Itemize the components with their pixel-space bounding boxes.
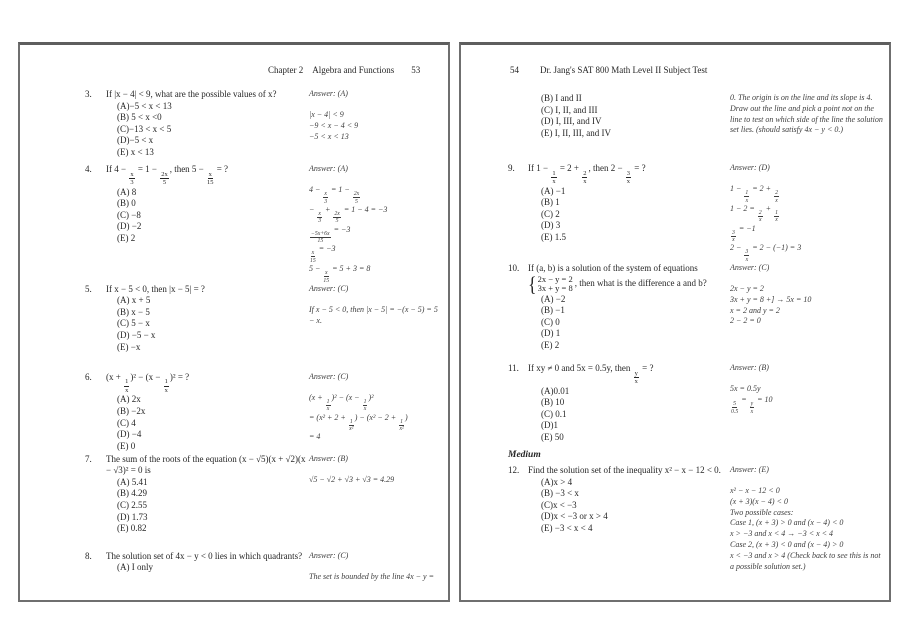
- fraction-numerator: 2: [775, 190, 778, 197]
- option: (B) I and II: [541, 93, 582, 103]
- question-text-line: The solution set of 4x − y < 0 lies in which quadrants?: [106, 550, 303, 561]
- fraction: [634, 371, 639, 386]
- option: (C) 0: [541, 316, 560, 327]
- fraction-denominator: 5: [162, 178, 167, 186]
- question-number: 8.: [85, 550, 92, 561]
- question-main: [85, 89, 309, 158]
- answer-column: [309, 454, 441, 486]
- option: (C) −8: [117, 209, 141, 220]
- question-text: [528, 363, 730, 386]
- option: (C) 5 − x: [117, 318, 150, 329]
- answer-column: [730, 263, 884, 327]
- fraction: [129, 172, 134, 187]
- fraction: [582, 171, 587, 186]
- fraction-numerator: 2x: [353, 191, 360, 198]
- question-row: [85, 284, 441, 372]
- solution-line: $\frac{3}{x}$ = −1: [732, 223, 756, 244]
- question-main: [85, 164, 309, 245]
- answer-column: [309, 89, 441, 142]
- answer-label: Answer: (A): [309, 164, 348, 173]
- option: (E) −3 < x < 4: [541, 522, 593, 533]
- answer-label: Answer: (E): [730, 465, 769, 474]
- option: (E) 2: [541, 339, 560, 350]
- question-text-line: If |x − 4| < 9, what are the possible values of x?: [106, 89, 277, 99]
- fraction-numerator: 3: [732, 229, 735, 236]
- question-head: [508, 163, 730, 186]
- fraction-denominator: x: [583, 177, 587, 185]
- fraction: [160, 172, 168, 187]
- fraction-numerator: 1: [745, 190, 749, 197]
- question-text: [106, 454, 309, 477]
- question-main: [508, 465, 730, 534]
- fraction-numerator: 2: [583, 169, 587, 177]
- question-number: 10.: [508, 263, 520, 273]
- fraction: [164, 379, 169, 394]
- options-list: [541, 93, 730, 139]
- fraction-denominator: x: [125, 386, 129, 394]
- question-number: 9.: [508, 163, 515, 173]
- question-head: [85, 89, 309, 101]
- page-number: 54: [510, 65, 519, 75]
- solution: [309, 185, 441, 284]
- question-number: 12.: [508, 465, 520, 475]
- fraction: [774, 210, 779, 224]
- solution-line: 1 − 2 = $\frac{2}{x}$ + $\frac{1}{x}$: [730, 203, 778, 224]
- fraction-denominator: x: [750, 408, 754, 415]
- solution-line: 5 − $\frac{x}{15}$ = 5 + 3 = 8: [309, 264, 371, 284]
- option: (D)1: [541, 420, 558, 431]
- option: (B) 10: [541, 397, 565, 408]
- solution-line: 0. The origin is on the line and its slope is 4.: [730, 93, 873, 102]
- fraction-denominator: x: [745, 256, 749, 263]
- answer-label: Answer: (C): [309, 371, 349, 381]
- option: (C) 0.1: [541, 408, 567, 419]
- question-number: 4.: [85, 164, 92, 174]
- option: (A)0.01: [541, 385, 570, 396]
- option: (B) 4.29: [117, 488, 147, 499]
- option: (A) I only: [117, 562, 153, 573]
- fraction: [774, 190, 779, 204]
- fraction-numerator: 2x: [334, 210, 340, 217]
- option: (A) x + 5: [117, 295, 151, 306]
- question-main: [85, 372, 309, 453]
- solution-line: $\frac{5}{0.5}$ = $\frac{y}{x}$ = 10: [731, 394, 773, 415]
- question-text-line: Find the solution set of the inequality x² − x − 12 < 0.: [528, 465, 721, 475]
- fraction-numerator: 1: [125, 378, 129, 386]
- option: (B) 1: [541, 197, 560, 208]
- solution: [309, 110, 441, 142]
- option: (B) 0: [117, 198, 136, 209]
- question-row: [508, 163, 884, 263]
- solution-line: x < −3 and x > 4 (Check back to see this is not a possible solution set.): [730, 550, 881, 571]
- question-row: [508, 93, 884, 163]
- section-title: Algebra and Functions: [312, 65, 395, 75]
- system-equation: 3x + y = 8: [537, 283, 573, 293]
- fraction-denominator: x²: [349, 426, 354, 433]
- option: (A) 5.41: [117, 476, 148, 487]
- question-main: [85, 454, 309, 535]
- fraction: [399, 419, 404, 433]
- fraction-numerator: 1: [363, 398, 367, 405]
- fraction-denominator: x: [745, 197, 749, 204]
- solution: [730, 284, 884, 327]
- question-text: [528, 163, 730, 186]
- option: (E) x < 13: [117, 146, 154, 157]
- solution-line: The set is bounded by the line 4x − y =: [309, 571, 434, 581]
- question-text-line: , then what is the difference a and b?: [574, 278, 707, 289]
- solution-line: 3x + y = 8 +] → 5x = 10: [730, 294, 812, 304]
- right-page: [459, 42, 891, 602]
- options-list: [541, 186, 730, 244]
- question-row: [508, 465, 884, 572]
- option: (B) x − 5: [117, 306, 150, 317]
- fraction-numerator: 1: [164, 378, 168, 386]
- system-equation: 2x − y = 2: [537, 273, 573, 284]
- question-main: [508, 93, 730, 139]
- option: (C) 2.55: [117, 499, 147, 510]
- option: (D)x < −3 or x > 4: [541, 511, 608, 522]
- answer-column: [730, 93, 884, 136]
- question-text: [106, 284, 309, 296]
- question-head: [508, 465, 730, 477]
- solution-line: If x − 5 < 0, then |x − 5| = −(x − 5) = 5 − x.: [309, 304, 438, 325]
- question-text-line: If xy ≠ 0 and 5x = 0.5y, then $\frac{y}{x}$ = ?: [528, 363, 654, 385]
- option: (D) −2: [117, 221, 142, 232]
- solution-line: 2 − 2 = 0: [730, 316, 761, 326]
- fraction: [326, 399, 331, 413]
- fraction: [124, 379, 129, 394]
- solution-line: Case 2, (x + 3) < 0 and (x − 4) > 0: [730, 539, 844, 549]
- option: (E) 1.5: [541, 232, 566, 243]
- options-list: [117, 295, 309, 353]
- book-title: Dr. Jang's SAT 800 Math Level II Subject Test: [540, 65, 708, 75]
- fraction-denominator: 15: [310, 257, 316, 264]
- solution: [730, 184, 884, 263]
- answer-label: Answer: (B): [309, 453, 348, 463]
- question-text-line: If 1 − $\frac{1}{x}$ = 2 + $\frac{2}{x}$ , then 2 − $\frac{3}{x}$ = ?: [528, 163, 646, 185]
- question-text: [106, 89, 309, 101]
- solution-line: (x + 3)(x − 4) < 0: [730, 496, 788, 506]
- fraction: [317, 211, 322, 225]
- fraction-denominator: x: [775, 217, 778, 224]
- fraction-numerator: 5: [733, 400, 737, 407]
- solution-line: Draw out the line and pick a point not on the line to test on which side of the line the solution set lies. (should satisfy 4x − y < 0.): [730, 103, 883, 135]
- option: (E) 2: [117, 233, 136, 244]
- option: (C) 2: [541, 208, 560, 219]
- question-head: [85, 454, 309, 477]
- fraction-denominator: x: [363, 406, 367, 413]
- solution-line: √5 − √2 + √3 + √3 = 4.29: [309, 474, 395, 484]
- solution-line: 4 − $\frac{x}{3}$ = 1 − $\frac{2x}{5}$: [309, 185, 360, 205]
- fraction-denominator: x: [732, 237, 735, 244]
- option: (D) 3: [541, 220, 561, 231]
- page-number: 53: [411, 65, 421, 75]
- fraction-numerator: x: [325, 270, 328, 277]
- question-row: [85, 89, 441, 164]
- answer-label: Answer: (B): [730, 363, 769, 372]
- question-main: [85, 284, 309, 353]
- option: (A) 8: [117, 186, 137, 197]
- fraction-numerator: 1: [349, 418, 353, 425]
- solution-line: 1 − $\frac{1}{x}$ = 2 + $\frac{2}{x}$: [730, 184, 778, 204]
- question-number: 5.: [85, 283, 92, 294]
- fraction-numerator: 1: [775, 209, 778, 216]
- fraction-numerator: 1: [552, 169, 556, 177]
- solution-line: 2 − $\frac{3}{x}$ = 2 − (−1) = 3: [730, 243, 802, 263]
- solution-line: Case 1, (x + 3) > 0 and (x − 4) < 0: [730, 518, 844, 528]
- option: (A) 2x: [117, 394, 141, 405]
- option: (D) 1: [541, 328, 561, 339]
- system-brace: {: [528, 272, 537, 296]
- option: (E) 0: [117, 440, 136, 451]
- solution-line: 5x = 0.5y: [730, 384, 761, 393]
- fraction-denominator: x: [634, 377, 638, 385]
- solution: [730, 93, 884, 136]
- option: (D)−5 < x: [117, 135, 154, 146]
- fraction: [353, 191, 360, 205]
- solution: [309, 572, 441, 583]
- question-number: 6.: [85, 371, 92, 382]
- fraction: [731, 230, 736, 244]
- options-list: [117, 477, 309, 535]
- solution-line: −5 < x < 13: [309, 131, 349, 141]
- fraction-denominator: 15: [207, 178, 214, 186]
- question-text: [106, 372, 309, 395]
- fraction-denominator: x: [552, 177, 556, 185]
- fraction: [207, 172, 213, 187]
- options-list: [117, 394, 309, 452]
- options-list: [117, 101, 309, 159]
- fraction-numerator: 2x: [161, 170, 168, 178]
- option: (A) −2: [541, 293, 566, 304]
- left-page-header: [268, 65, 420, 75]
- option: (A) −1: [541, 185, 566, 196]
- answer-label: Answer: (C): [309, 283, 349, 293]
- question-head: [85, 284, 309, 296]
- answer-column: [309, 284, 441, 327]
- fraction: [310, 231, 331, 245]
- question-main: [508, 263, 730, 351]
- option: (B) −1: [541, 305, 565, 316]
- fraction: [323, 191, 328, 205]
- answer-label: Answer: (C): [309, 550, 349, 560]
- fraction-denominator: 3: [324, 198, 328, 205]
- answer-column: [309, 372, 441, 443]
- solution-line: x² − x − 12 < 0: [730, 486, 780, 495]
- option: (B) −2x: [117, 406, 146, 416]
- fraction-numerator: 1: [400, 418, 404, 425]
- fraction: [744, 190, 749, 204]
- fraction-denominator: x: [326, 406, 330, 413]
- option: (D) −4: [117, 429, 142, 440]
- left-page-content: [85, 89, 441, 583]
- fraction: [731, 401, 738, 415]
- fraction-numerator: 3: [626, 169, 631, 177]
- question-row: [85, 454, 441, 551]
- question-text: [528, 263, 730, 294]
- option: (A)−5 < x < 13: [117, 100, 172, 111]
- option: (C) 4: [117, 417, 136, 428]
- question-head: [508, 363, 730, 386]
- question-head: [85, 551, 309, 563]
- question-row: [508, 363, 884, 447]
- question-head: [508, 263, 730, 294]
- system-equations: [538, 275, 573, 294]
- question-text-line: If x − 5 < 0, then |x − 5| = ?: [106, 283, 205, 294]
- question-text-line: If (a, b) is a solution of the system of equations: [528, 263, 698, 273]
- question-text-line: If 4 − $\frac{x}{3}$ = 1 − $\frac{2x}{5}$ , then 5 − $\frac{x}{15}$ = ?: [106, 164, 229, 186]
- option: (E) 50: [541, 432, 564, 443]
- options-list: [541, 294, 730, 352]
- fraction-denominator: 0.5: [731, 408, 739, 415]
- fraction-denominator: x: [758, 217, 762, 224]
- fraction-denominator: x²: [399, 426, 404, 433]
- fraction-denominator: 5: [355, 198, 358, 205]
- fraction: [758, 210, 763, 224]
- question-text: [528, 465, 730, 477]
- option: (A)x > 4: [541, 476, 573, 487]
- right-page-content: [508, 93, 884, 572]
- chapter-label: Chapter 2: [268, 65, 304, 75]
- question-row: [85, 551, 441, 583]
- fraction-numerator: x: [318, 210, 321, 217]
- option: (D) I, III, and IV: [541, 116, 602, 127]
- fraction-numerator: x: [311, 250, 315, 257]
- solution-line: x = 2 and y = 2: [730, 305, 780, 315]
- options-list: [541, 477, 730, 535]
- solution: [309, 393, 441, 443]
- solution: [309, 475, 441, 486]
- solution-line: = (x² + 2 + $\frac{1}{\text{x²}}$ ) − (x² − 2 + $\frac{1}{\text{x²}}$ ): [309, 412, 408, 433]
- answer-label: Answer: (A): [309, 89, 348, 98]
- equation-system: [528, 272, 730, 296]
- solution-line: (x + $\frac{1}{x}$ )² − (x − $\frac{1}{x}$ )²: [309, 392, 374, 413]
- fraction: [551, 171, 556, 186]
- question-text-line: The sum of the roots of the equation (x − √5)(x + √2)(x − √3)² = 0 is: [106, 453, 306, 476]
- solution-line: 2x − y = 2: [730, 284, 764, 293]
- solution-line: x > −3 and x < 4 → −3 < x < 4: [730, 529, 834, 539]
- fraction-denominator: 5: [335, 218, 339, 225]
- question-number: 3.: [85, 89, 92, 99]
- answer-column: [309, 164, 441, 284]
- answer-label: Answer: (C): [730, 263, 770, 272]
- question-number: 11.: [508, 363, 519, 373]
- solution: [730, 384, 884, 415]
- option: (D) 1.73: [117, 511, 148, 522]
- fraction-denominator: x: [164, 386, 168, 394]
- fraction: [363, 399, 368, 413]
- fraction-numerator: x: [324, 191, 327, 198]
- fraction-denominator: x: [626, 177, 631, 185]
- question-number: 7.: [85, 453, 92, 464]
- solution-line: −9 < x − 4 < 9: [309, 120, 359, 130]
- fraction-numerator: y: [634, 369, 638, 377]
- solution: [730, 486, 884, 572]
- answer-label: Answer: (D): [730, 163, 770, 172]
- answer-column: [309, 551, 441, 583]
- fraction-numerator: 3: [745, 249, 749, 256]
- options-list: [117, 187, 309, 245]
- option: (E) I, II, III, and IV: [541, 127, 611, 138]
- fraction-numerator: 2: [758, 209, 762, 216]
- fraction: [744, 249, 749, 263]
- options-list: [117, 562, 309, 574]
- question-head: [85, 164, 309, 187]
- fraction: [310, 250, 316, 264]
- fraction: [349, 419, 354, 433]
- solution-line: |x − 4| < 9: [309, 110, 344, 119]
- options-list: [541, 386, 730, 444]
- question-main: [85, 551, 309, 574]
- question-main: [508, 163, 730, 244]
- question-text-line: (x + $\frac{1}{x}$ )² − (x − $\frac{1}{x}$ )² = ?: [106, 371, 190, 394]
- fraction-numerator: −5x+6x: [311, 230, 330, 237]
- fraction-numerator: y: [750, 400, 754, 407]
- answer-column: [730, 363, 884, 415]
- question-text: [106, 551, 309, 563]
- fraction-denominator: 3: [130, 178, 134, 186]
- fraction-denominator: 3: [318, 218, 322, 225]
- option: (C) I, II, and III: [541, 104, 598, 115]
- question-text: [106, 164, 309, 187]
- solution-line: $\frac{-5x+6x}{15}$ = −3: [311, 224, 351, 245]
- fraction-denominator: 15: [317, 238, 324, 245]
- answer-column: [730, 163, 884, 263]
- question-main: [508, 363, 730, 444]
- solution: [309, 305, 441, 327]
- left-page: [18, 42, 450, 602]
- option: (C)−13 < x < 5: [117, 123, 172, 134]
- option: (B) −3 < x: [541, 488, 579, 499]
- question-row: [85, 164, 441, 284]
- solution-line: Two possible cases:: [730, 507, 794, 517]
- fraction: [333, 211, 340, 225]
- solution-line: $\frac{x}{15}$ = −3: [310, 244, 336, 264]
- right-page-header: [510, 65, 707, 75]
- fraction: [750, 401, 755, 415]
- solution-line: = 4: [309, 432, 321, 442]
- fraction-numerator: x: [130, 170, 134, 178]
- question-row: [508, 263, 884, 363]
- question-head: [85, 372, 309, 395]
- option: (B) 5 < x <0: [117, 112, 162, 123]
- option: (C)x < −3: [541, 499, 577, 510]
- fraction: [323, 270, 329, 284]
- solution-line: − $\frac{x}{3}$ + $\frac{2x}{5}$ = 1 − 4 = −3: [309, 204, 388, 225]
- fraction-denominator: 15: [323, 277, 330, 284]
- option: (E) 0.82: [117, 523, 147, 534]
- section-heading: Medium: [508, 450, 541, 460]
- fraction-denominator: x: [775, 197, 778, 204]
- fraction-numerator: 1: [326, 398, 330, 405]
- fraction-numerator: x: [208, 170, 212, 178]
- option: (E) −x: [117, 341, 141, 352]
- answer-column: [730, 465, 884, 572]
- fraction: [626, 171, 631, 186]
- question-row: [85, 372, 441, 454]
- option: (D) −5 − x: [117, 330, 156, 341]
